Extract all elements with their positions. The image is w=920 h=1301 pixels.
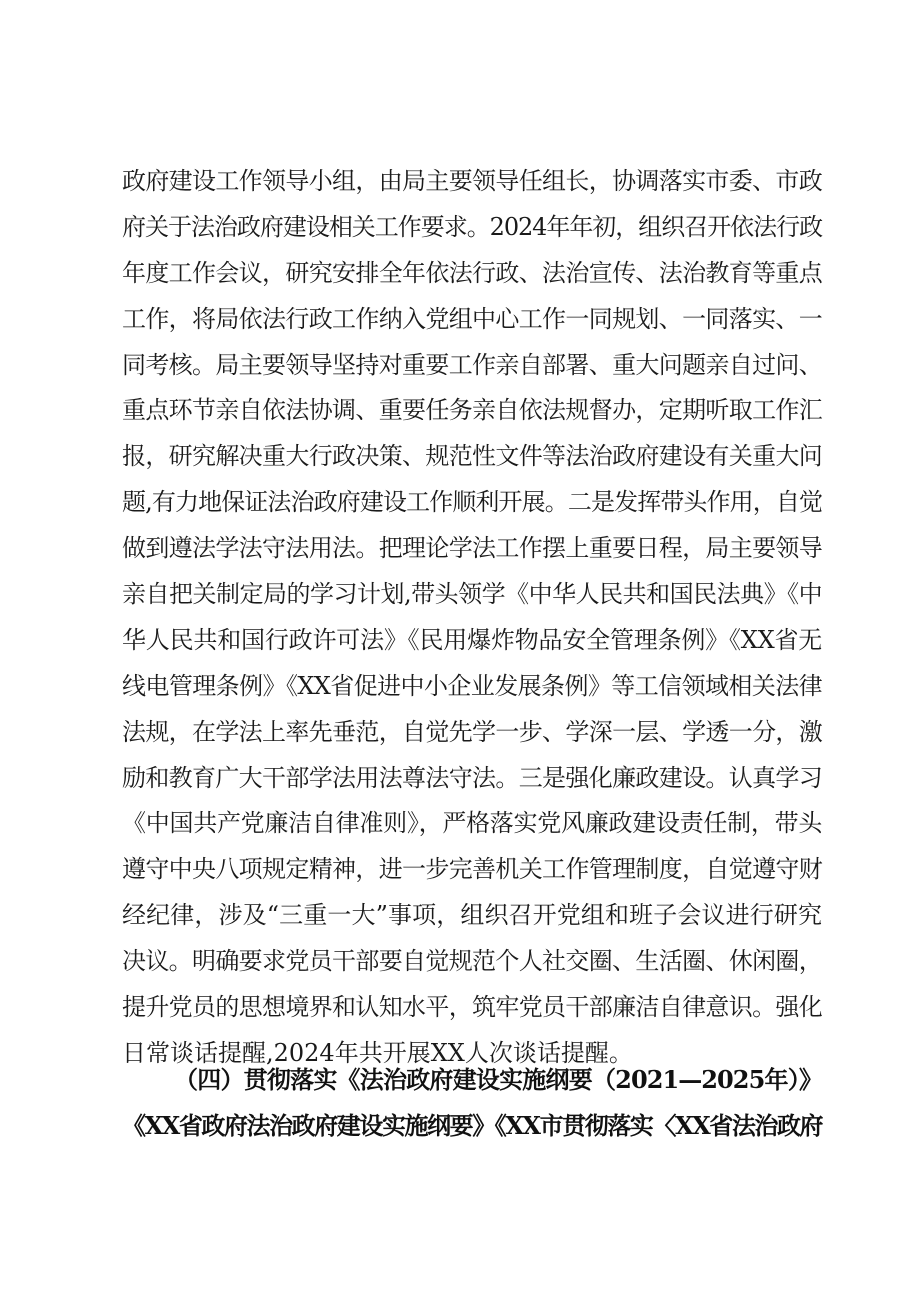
paragraph-line: 题,有力地保证法治政府建设工作顺利开展。二是发挥带头作用，自觉 bbox=[122, 488, 822, 517]
heading-line: （四）贯彻落实《法治政府建设实施纲要（2021—2025年）》 bbox=[174, 1065, 822, 1094]
paragraph-line: 亲自把关制定局的学习计划,带头领学《中华人民共和国民法典》《中 bbox=[122, 580, 822, 609]
paragraph-line: 工作，将局依法行政工作纳入党组中心工作一同规划、一同落实、一 bbox=[122, 304, 822, 333]
paragraph-line: 法规，在学法上率先垂范，自觉先学一步、学深一层、学透一分，激 bbox=[122, 717, 822, 746]
paragraph-line: 报，研究解决重大行政决策、规范性文件等法治政府建设有关重大问 bbox=[122, 442, 822, 471]
paragraph-line: 年度工作会议，研究安排全年依法行政、法治宣传、法治教育等重点 bbox=[122, 258, 822, 287]
section-heading bbox=[122, 1057, 822, 1149]
paragraph-line: 日常谈话提醒,2024年共开展XX人次谈话提醒。 bbox=[122, 1038, 633, 1067]
paragraph-line: 府关于法治政府建设相关工作要求。2024年年初，组织召开依法行政 bbox=[122, 212, 822, 241]
paragraph-line: 同考核。局主要领导坚持对重要工作亲自部署、重大问题亲自过问、 bbox=[122, 350, 822, 379]
paragraph-line: 遵守中央八项规定精神，进一步完善机关工作管理制度，自觉遵守财 bbox=[122, 855, 822, 884]
heading-line: 《XX省政府法治政府建设实施纲要》《XX市贯彻落实〈XX省法治政府 bbox=[122, 1111, 822, 1140]
paragraph-line: 《中国共产党廉洁自律准则》，严格落实党风廉政建设责任制，带头 bbox=[122, 809, 822, 838]
body-paragraph bbox=[122, 159, 822, 1077]
paragraph-line: 华人民共和国行政许可法》《民用爆炸物品安全管理条例》《XX省无 bbox=[122, 625, 822, 654]
paragraph-line: 经纪律，涉及“三重一大”事项，组织召开党组和班子会议进行研究 bbox=[122, 901, 822, 930]
paragraph-line: 政府建设工作领导小组，由局主要领导任组长，协调落实市委、市政 bbox=[122, 167, 822, 195]
paragraph-line: 重点环节亲自依法协调、重要任务亲自依法规督办，定期听取工作汇 bbox=[122, 396, 822, 425]
paragraph-line: 线电管理条例》《XX省促进中小企业发展条例》等工信领域相关法律 bbox=[122, 671, 822, 700]
paragraph-line: 提升党员的思想境界和认知水平，筑牢党员干部廉洁自律意识。强化 bbox=[122, 993, 822, 1022]
paragraph-line: 决议。明确要求党员干部要自觉规范个人社交圈、生活圈、休闲圈， bbox=[122, 947, 822, 976]
paragraph-line: 做到遵法学法守法用法。把理论学法工作摆上重要日程，局主要领导 bbox=[122, 534, 822, 563]
paragraph-line: 励和教育广大干部学法用法尊法守法。三是强化廉政建设。认真学习 bbox=[122, 763, 822, 792]
